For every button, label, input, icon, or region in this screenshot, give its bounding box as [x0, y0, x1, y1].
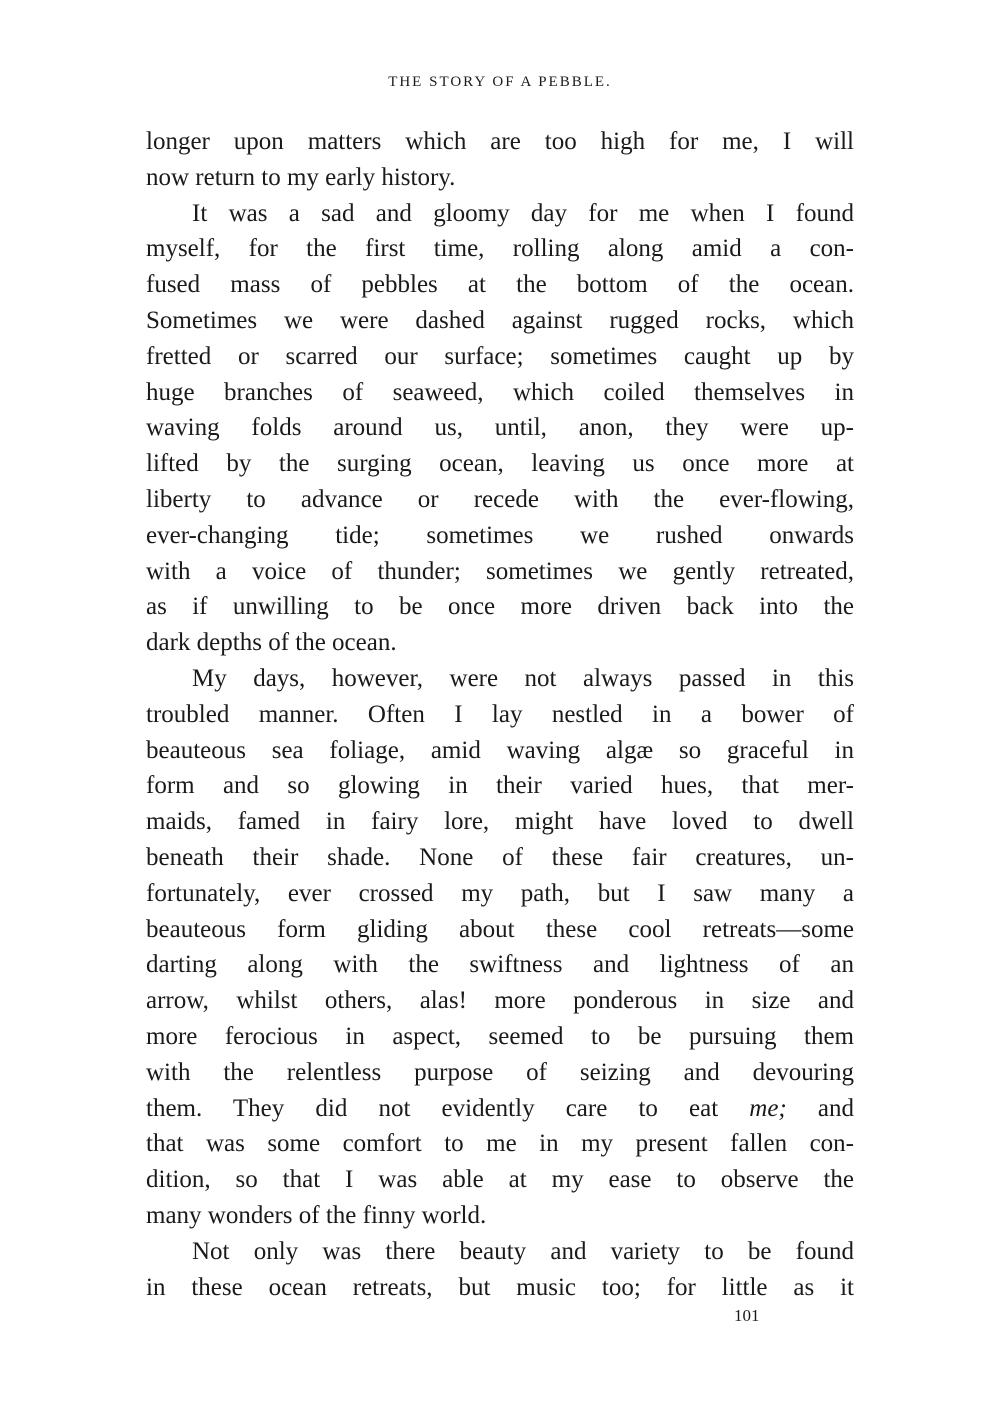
text-line: beauteous sea foliage, amid waving algæ so graceful in: [146, 736, 854, 764]
text-line: beneath their shade. None of these fair creatures, un-: [146, 843, 854, 871]
text-line: as if unwilling to be once more driven back into the: [146, 593, 854, 621]
text-line-with-italic: [146, 1091, 854, 1127]
text-line: lifted by the surging ocean, leaving us once more at: [146, 450, 854, 478]
text-line: dark depths of the ocean.: [146, 629, 397, 657]
text-fragment: them. They did not evidently care to eat: [146, 1094, 719, 1122]
text-line: Sometimes we were dashed against rugged rocks, which: [146, 306, 854, 334]
italic-word: me;: [749, 1094, 787, 1122]
text-line: Not only was there beauty and variety to be found: [192, 1237, 854, 1265]
text-line: longer upon matters which are too high for me, I will: [146, 128, 854, 155]
text-line: form and so glowing in their varied hues, that mer-: [146, 772, 854, 800]
text-line: that was some comfort to me in my present fallen con-: [146, 1130, 854, 1158]
text-line: with the relentless purpose of seizing and devouring: [146, 1058, 854, 1086]
text-line: in these ocean retreats, but music too; for little as it: [146, 1273, 854, 1301]
running-title: THE STORY OF A PEBBLE.: [388, 74, 612, 90]
body-text: [146, 124, 854, 1305]
text-line: fused mass of pebbles at the bottom of the ocean.: [146, 271, 854, 299]
text-line: waving folds around us, until, anon, they were up-: [146, 414, 854, 442]
text-line: now return to my early history.: [146, 163, 456, 191]
text-fragment: and: [817, 1094, 854, 1122]
text-line: more ferocious in aspect, seemed to be pursuing them: [146, 1022, 854, 1050]
text-line: maids, famed in fairy lore, might have loved to dwell: [146, 808, 854, 836]
text-line: with a voice of thunder; sometimes we gently retreated,: [146, 557, 854, 585]
text-line: many wonders of the finny world.: [146, 1201, 487, 1229]
text-line: My days, however, were not always passed in this: [192, 664, 854, 692]
text-line: It was a sad and gloomy day for me when I found: [192, 199, 854, 227]
text-line: myself, for the first time, rolling along amid a con-: [146, 235, 854, 263]
text-line: liberty to advance or recede with the ever-flowing,: [146, 485, 854, 513]
text-line: huge branches of seaweed, which coiled themselves in: [146, 378, 854, 406]
text-line: dition, so that I was able at my ease to observe the: [146, 1166, 854, 1194]
text-line: fretted or scarred our surface; sometimes caught up by: [146, 342, 854, 370]
book-page: [146, 0, 854, 1419]
text-line: beauteous form gliding about these cool retreats—some: [146, 915, 854, 943]
page-number: 101: [734, 1306, 760, 1325]
text-line: troubled manner. Often I lay nestled in a bower of: [146, 700, 854, 728]
text-line: ever-changing tide; sometimes we rushed onwards: [146, 521, 854, 549]
text-line: darting along with the swiftness and lightness of an: [146, 951, 854, 979]
text-line: arrow, whilst others, alas! more ponderous in size and: [146, 987, 854, 1015]
text-line: fortunately, ever crossed my path, but I saw many a: [146, 879, 854, 907]
